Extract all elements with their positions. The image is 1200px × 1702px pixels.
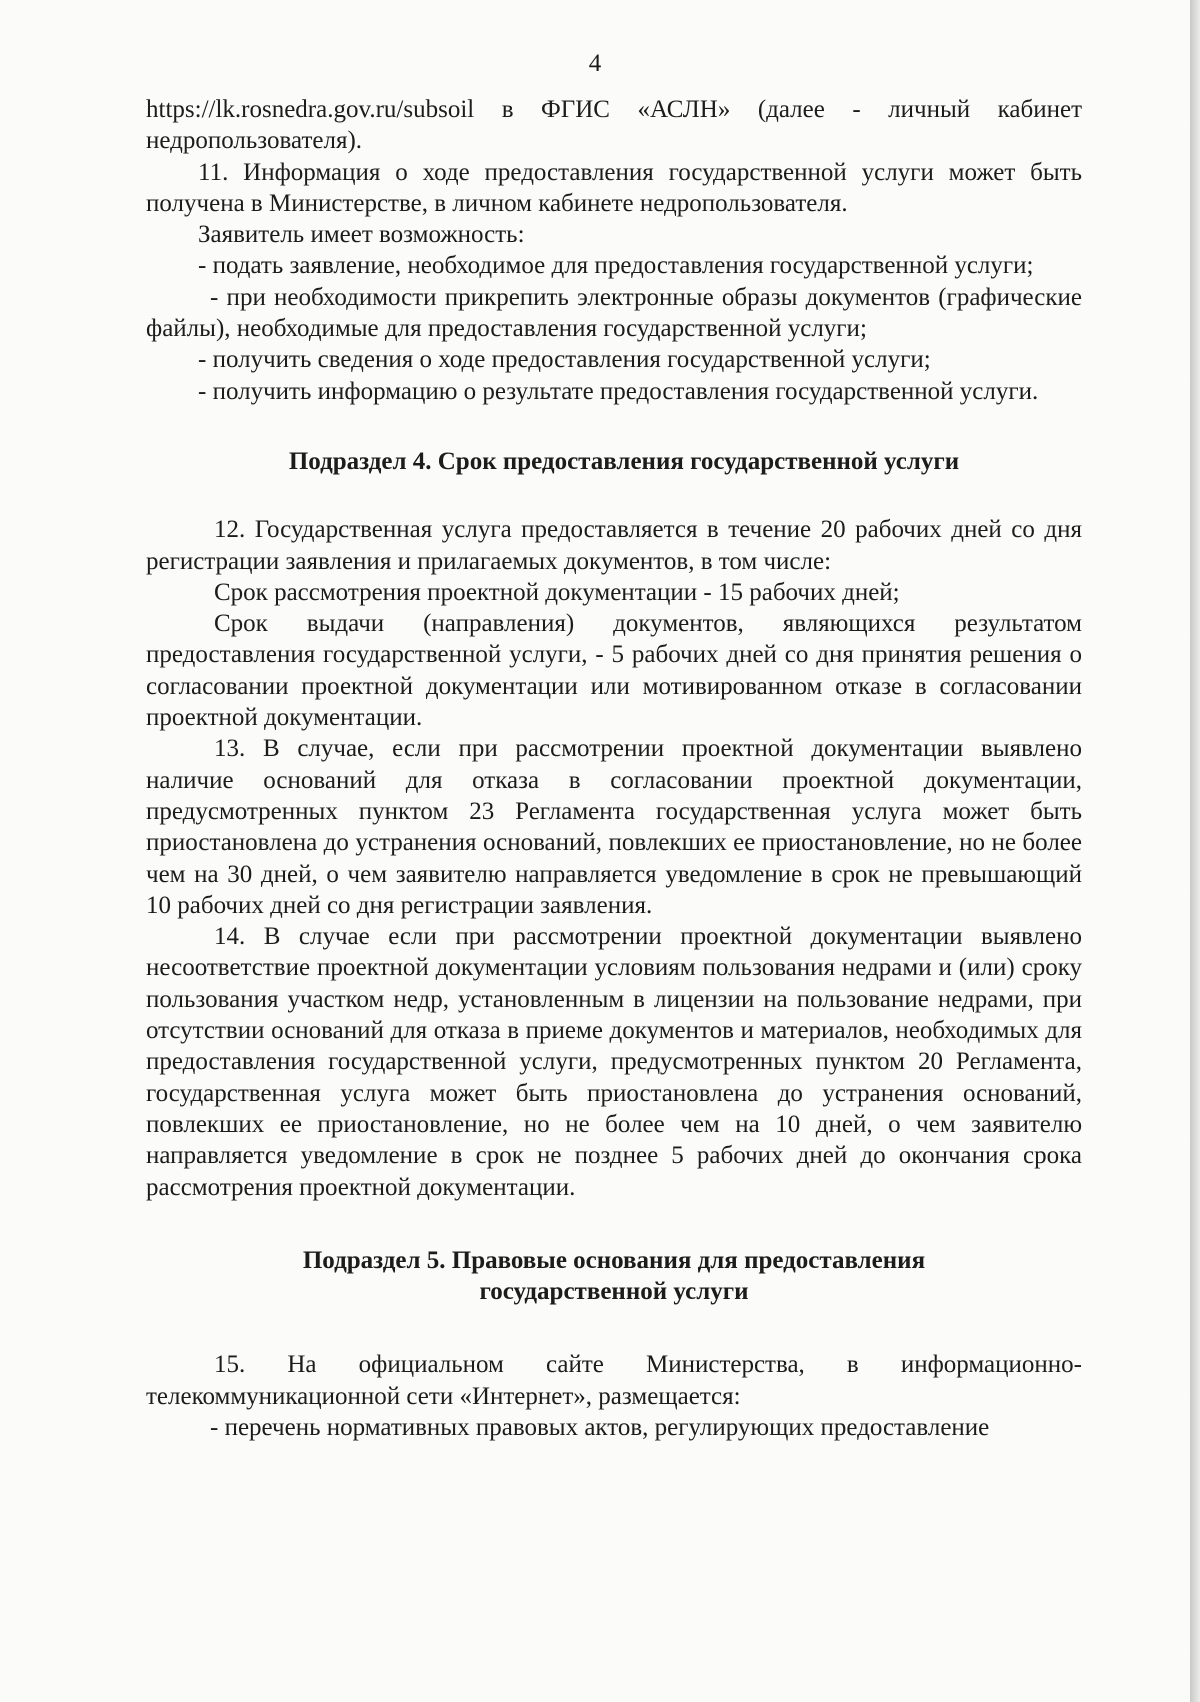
- page-number: 4: [588, 50, 602, 77]
- paragraph-11: 11. Информация о ходе предоставления государственной услуги может быть получена в Министерстве, в личном кабинете недропользователя.: [146, 158, 1082, 217]
- section-5-heading-line1: Подраздел 5. Правовые основания для предоставления: [302, 1246, 926, 1274]
- document-body: [146, 94, 1082, 1443]
- paragraph-15: 15. На официальном сайте Министерства, в информационно-телекоммуникационной сети «Интернет», размещается:: [146, 1351, 1082, 1410]
- section-5-heading-line2: государственной услуги: [479, 1278, 749, 1306]
- section-5-heading: [146, 1245, 1082, 1308]
- section-4-heading: Подраздел 4. Срок предоставления государственной услуги: [288, 447, 960, 475]
- page-edge: [1190, 0, 1200, 1702]
- paragraph-14: 14. В случае если при рассмотрении проектной документации выявлено несоответствие проектной документации условиям пользования недрами и (или) сроку пользования участком недр, установленным в лицензии на пользование недрами, при отсутствии оснований для отказа в приеме документов и материалов, необходимых для предоставления государственной услуги, предусмотренных пунктом 20 Регламента, государственная услуга может быть приостановлена до устранения оснований, повлекших ее приостановление, но не более чем на 10 дней, о чем заявителю направляется уведомление в срок не позднее 5 рабочих дней до окончания срока рассмотрения проектной документации.: [146, 923, 1082, 1201]
- paragraph-personal-cabinet-link: https://lk.rosnedra.gov.ru/subsoil в ФГИС «АСЛН» (далее - личный кабинет недропользователя).: [146, 96, 1082, 155]
- paragraph-13: 13. В случае, если при рассмотрении проектной документации выявлено наличие оснований для отказа в согласовании проектной документации, предусмотренных пунктом 23 Регламента государственная услуга может быть приостановлена до устранения оснований, повлекших ее приостановление, но не более чем на 30 дней, о чем заявителю направляется уведомление в срок не превышающий 10 рабочих дней со дня регистрации заявления.: [146, 735, 1082, 919]
- list-item-submit-application: - подать заявление, необходимое для предоставления государственной услуги;: [198, 252, 1034, 280]
- list-item-attach-documents: - при необходимости прикрепить электронные образы документов (графические файлы), необходимые для предоставления государственной услуги;: [146, 283, 1082, 343]
- list-item-result-info: - получить информацию о результате предоставления государственной услуги.: [198, 377, 1039, 405]
- list-item-legal-acts: - перечень нормативных правовых актов, регулирующих предоставление: [210, 1413, 990, 1441]
- paragraph-applicant-options: Заявитель имеет возможность:: [198, 221, 525, 249]
- list-item-progress-info: - получить сведения о ходе предоставления государственной услуги;: [198, 346, 931, 374]
- paragraph-12-review-term: Срок рассмотрения проектной документации - 15 рабочих дней;: [214, 578, 900, 606]
- paragraph-12-issue-term: Срок выдачи (направления) документов, являющихся результатом предоставления государственной услуги, - 5 рабочих дней со дня принятия решения о согласовании проектной документации или мотивированном отказе в согласовании проектной документации.: [146, 610, 1082, 732]
- paragraph-12: 12. Государственная услуга предоставляется в течение 20 рабочих дней со дня регистрации заявления и прилагаемых документов, в том числе:: [146, 516, 1082, 575]
